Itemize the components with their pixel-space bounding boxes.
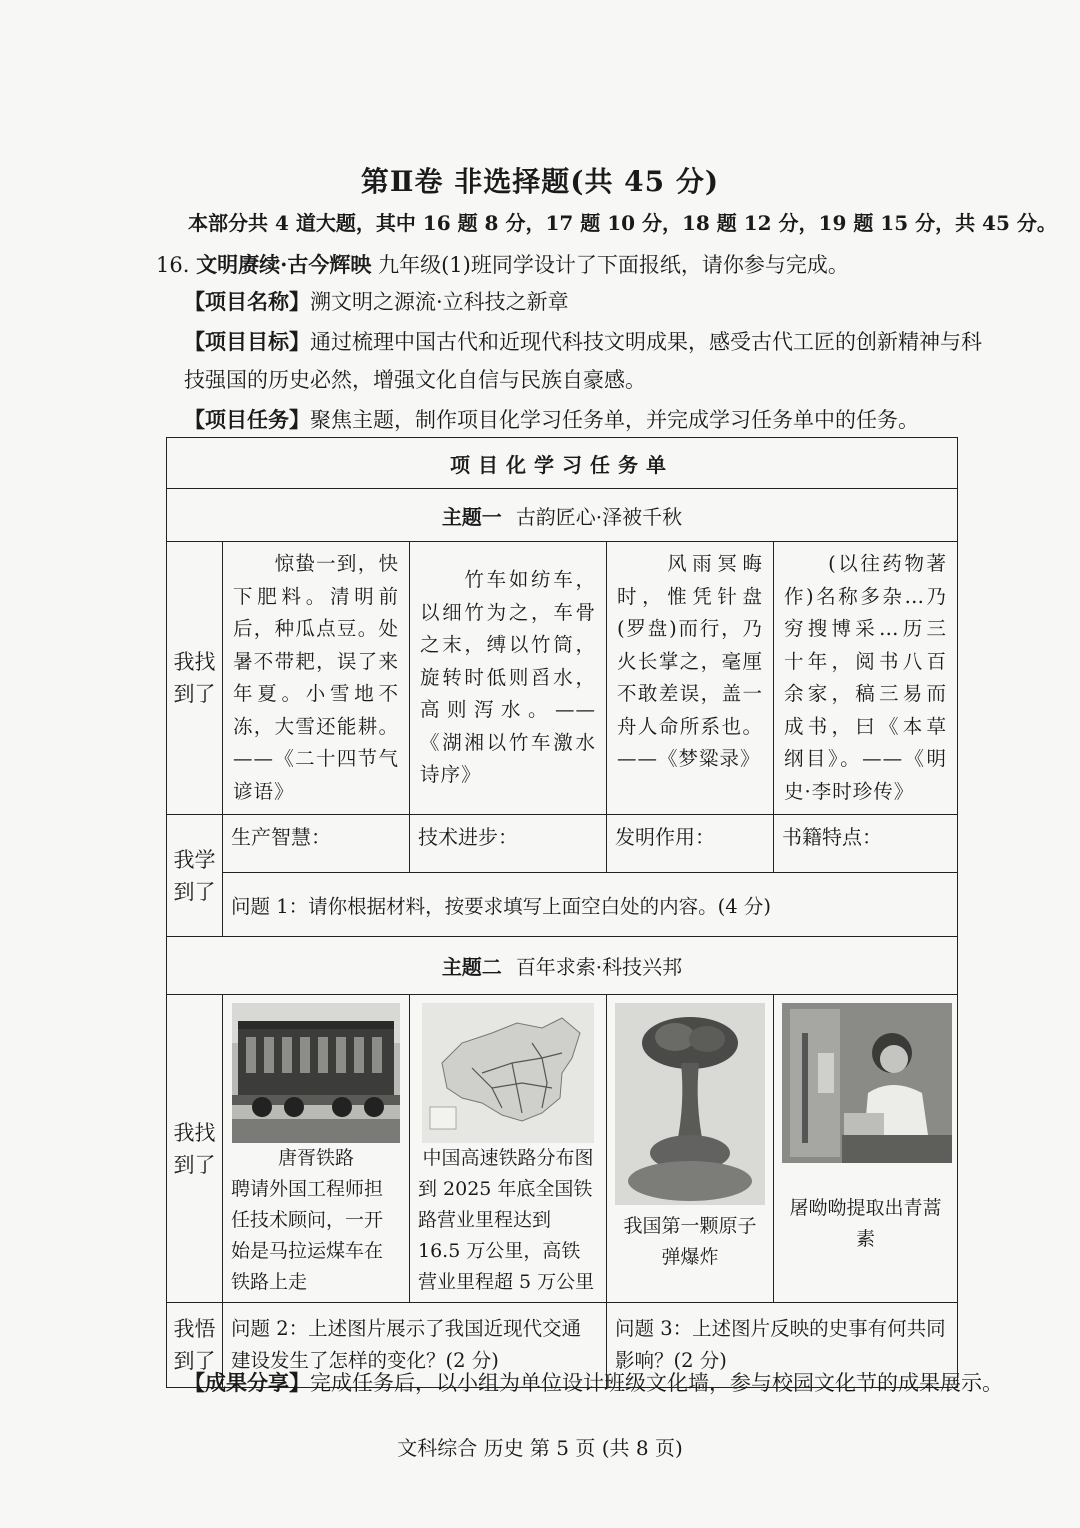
page-footer: 文科综合 历史 第 5 页 (共 8 页) — [397, 1436, 683, 1460]
question-tag: 文明赓续·古今辉映 — [196, 252, 372, 277]
section-intro: 本部分共 4 道大题，其中 16 题 8 分，17 题 10 分，18 题 12 分，19 题 15 分，共 45 分。 — [188, 211, 1057, 235]
material-bamboo-waterwheel: 竹车如纺车，以细竹为之，车骨之末，缚以竹筒，旋转时低则舀水，高则泻水。——《湖湘以竹车激水诗序》 — [410, 542, 607, 815]
picture-tangxu-railway — [223, 995, 410, 1303]
worksheet-table — [166, 437, 958, 1388]
problem-one: 问题 1：请你根据材料，按要求填写上面空白处的内容。(4 分) — [223, 873, 958, 937]
question-16-stem — [156, 249, 849, 279]
project-name: 【项目名称】溯文明之源流·立科技之新章 — [184, 289, 569, 314]
answer-field-book-features[interactable]: 书籍特点： — [774, 815, 958, 873]
realized-label: 我悟到了 — [167, 1303, 223, 1388]
answer-field-invention-role[interactable]: 发明作用： — [607, 815, 774, 873]
project-goal: 【项目目标】通过梳理中国古代和近现代科技文明成果，感受古代工匠的创新精神与科 — [184, 329, 982, 354]
worksheet-title: 项目化学习任务单 — [167, 438, 958, 489]
project-task: 【项目任务】聚焦主题，制作项目化学习任务单，并完成学习任务单中的任务。 — [184, 407, 919, 432]
material-bencao-gangmu: (以往药物著作)名称多杂…乃穷搜博采…历三十年，阅书八百余家，稿三易而成书，曰《本草纲目》。——《明史·李时珍传》 — [774, 542, 958, 815]
railway-photo-icon — [232, 1003, 400, 1143]
caption-tangxu-railway: 唐胥铁路 聘请外国工程师担任技术顾问，一开始是马拉运煤车在铁路上走 — [231, 1147, 384, 1293]
caption-high-speed-rail: 中国高速铁路分布图 到 2025 年底全国铁路营业里程达到 16.5 万公里，高铁营业里程超 5 万公里 — [418, 1147, 595, 1293]
theme-two-heading: 主题二 百年求索·科技兴邦 — [167, 937, 958, 995]
problem-two: 问题 2：上述图片展示了我国近现代交通建设发生了怎样的变化？(2 分) — [223, 1303, 607, 1388]
section-title: 第Ⅱ卷 非选择题(共 45 分) — [360, 165, 720, 198]
material-compass: 风雨冥晦时，惟凭针盘(罗盘)而行，乃火长掌之，毫厘不敢差误，盖一舟人命所系也。——《梦粱录》 — [607, 542, 774, 815]
mushroom-cloud-photo-icon — [615, 1003, 765, 1205]
rail-map-icon — [422, 1003, 594, 1143]
caption-tu-youyou: 屠呦呦提取出青蒿素 — [789, 1197, 942, 1250]
question-text: 九年级(1)班同学设计了下面报纸，请你参与完成。 — [378, 253, 849, 277]
picture-tu-youyou — [774, 995, 958, 1303]
answer-field-production-wisdom[interactable]: 生产智慧： — [223, 815, 410, 873]
found-label-2: 我找到了 — [167, 995, 223, 1303]
project-goal-continued: 技强国的历史必然，增强文化自信与民族自豪感。 — [184, 368, 646, 392]
theme-one-heading: 主题一 古韵匠心·泽被千秋 — [167, 489, 958, 542]
learned-label: 我学到了 — [167, 815, 223, 937]
found-label-1: 我找到了 — [167, 542, 223, 815]
picture-high-speed-rail-map — [410, 995, 607, 1303]
material-solar-terms: 惊蛰一到，快下肥料。清明前后，种瓜点豆。处暑不带耙，误了来年夏。小雪地不冻，大雪还能耕。——《二十四节气谚语》 — [223, 542, 410, 815]
lab-scientist-photo-icon — [782, 1003, 952, 1163]
project-share: 【成果分享】完成任务后，以小组为单位设计班级文化墙，参与校园文化节的成果展示。 — [184, 1370, 1003, 1395]
question-number: 16. — [156, 253, 190, 277]
answer-field-technical-progress[interactable]: 技术进步： — [410, 815, 607, 873]
problem-three: 问题 3：上述图片反映的史事有何共同影响？(2 分) — [607, 1303, 958, 1388]
caption-atomic-bomb: 我国第一颗原子弹爆炸 — [623, 1215, 757, 1268]
picture-atomic-bomb — [607, 995, 774, 1303]
